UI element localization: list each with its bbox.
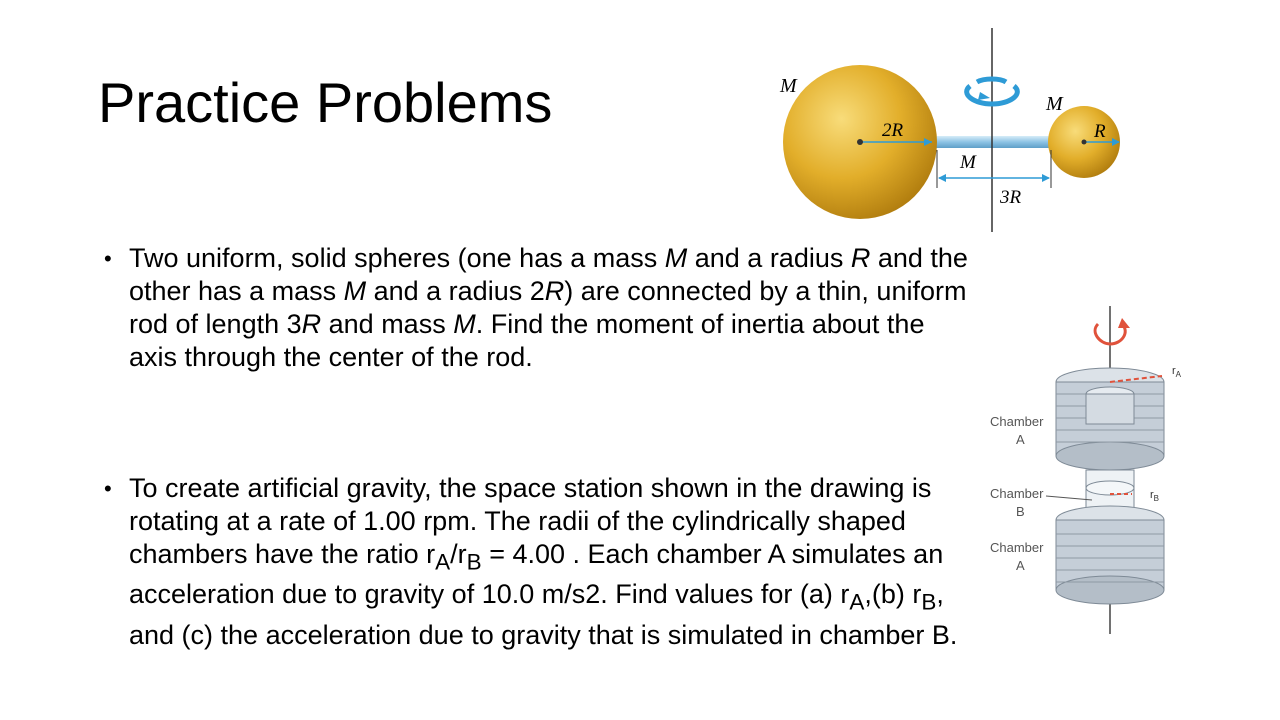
- label-chamber-a-top: Chamber: [990, 414, 1044, 429]
- bullet-dot: •: [104, 476, 112, 501]
- label-chamber-b-letter: B: [1016, 504, 1025, 519]
- label-chamber-b: Chamber: [990, 486, 1044, 501]
- label-ra: r: [1172, 365, 1176, 377]
- label-mass-left: M: [780, 75, 797, 97]
- rod: [932, 136, 1056, 148]
- slide-title: Practice Problems: [98, 71, 553, 134]
- label-radius-big: 2R: [882, 120, 904, 141]
- label-chamber-a-bottom-letter: A: [1016, 558, 1025, 573]
- label-radius-small: R: [1094, 121, 1106, 142]
- bottom-chamber-assembly: [1056, 506, 1164, 604]
- label-rb: r: [1150, 489, 1154, 501]
- bullet-item: • To create artificial gravity, the space station shown in the drawing is rotating at a rate of 1.00 rpm. The radii of the cylindrically shaped chambers have the ratio $r_A/r_B = 4.00$ . Each chamber A simulates an acceleration due to gravity of 10.0 m/s2. Find values for (a) $r_A,(b)$ $r_B$, and (c) the acceleration due to gravity that is simulated in chamber B.: [104, 473, 958, 650]
- problem-1: [104, 242, 974, 374]
- bullet-item: • Two uniform, solid spheres (one has a mass M and a radius R and the other has a mass M and a radius 2R) are connected by a thin, uniform rod of length 3R and mass M. Find the moment of inertia about the axis through the center of the rod.: [104, 243, 968, 372]
- spheres-rod-figure: [774, 28, 1136, 232]
- bullet-dot: •: [104, 246, 112, 271]
- space-station-figure: [984, 302, 1184, 638]
- label-rod-length: 3R: [1000, 187, 1022, 208]
- label-rb-sub: B: [1153, 494, 1160, 503]
- label-mass-right: M: [1046, 93, 1063, 115]
- label-chamber-a-top-letter: A: [1016, 432, 1025, 447]
- problem-2: [104, 472, 974, 652]
- top-chamber-assembly: [1056, 368, 1164, 470]
- label-ra-sub: A: [1175, 370, 1182, 379]
- label-rod-mass: M: [960, 152, 976, 173]
- label-chamber-a-bottom: Chamber: [990, 540, 1044, 555]
